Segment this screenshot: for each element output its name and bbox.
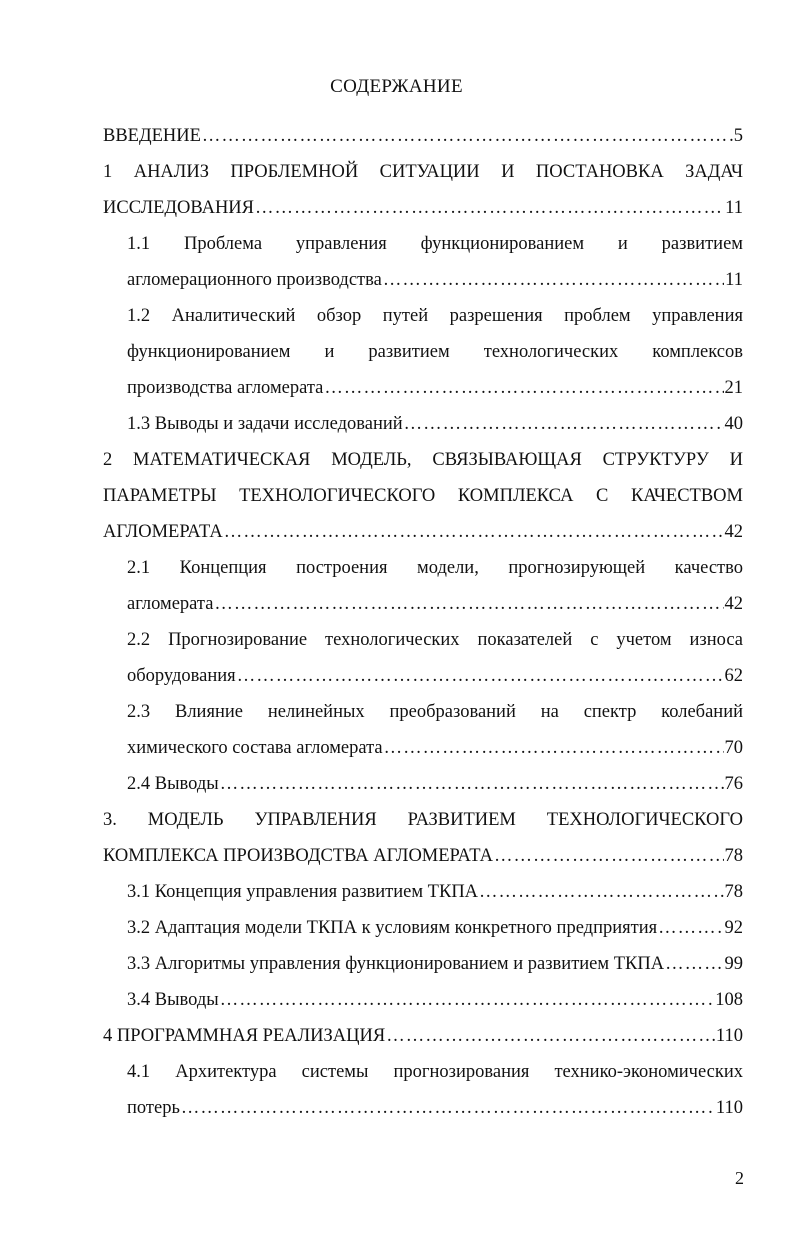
toc-entry-section-3-3[interactable] xyxy=(103,946,743,982)
toc-page-number: 42 xyxy=(724,594,743,614)
toc-entry-chapter-4[interactable] xyxy=(103,1018,743,1054)
dot-leader xyxy=(384,730,724,766)
toc-entry-title: 3.2 Адаптация модели ТКПА к условиям конкретного предприятия xyxy=(127,918,658,938)
dot-leader xyxy=(181,1090,715,1126)
dot-leader xyxy=(220,982,715,1018)
toc-entry-title: ВВЕДЕНИЕ xyxy=(103,126,201,146)
toc-entry-chapter-2[interactable] xyxy=(103,442,743,550)
toc-entry-title: 2.1 Концепция построения модели, прогнозирующей качество xyxy=(127,558,743,578)
toc-entry-title: 4.1 Архитектура системы прогнозирования технико-экономических xyxy=(127,1062,743,1082)
toc-entry-title: 2.3 Влияние нелинейных преобразований на спектр колебаний xyxy=(127,702,743,722)
toc-page-number: 21 xyxy=(724,378,743,398)
dot-leader xyxy=(237,658,724,694)
toc-entry-title-end: производства агломерата xyxy=(127,378,324,398)
toc-page-number: 5 xyxy=(733,126,743,146)
table-of-contents xyxy=(103,118,743,1126)
toc-page-number: 78 xyxy=(724,882,743,902)
toc-entry-title: 4 ПРОГРАММНАЯ РЕАЛИЗАЦИЯ xyxy=(103,1026,386,1046)
toc-entry-chapter-3[interactable] xyxy=(103,802,743,874)
page-title: СОДЕРЖАНИЕ xyxy=(330,76,463,97)
toc-entry-section-2-4[interactable] xyxy=(103,766,743,802)
toc-entry-title: 2 МАТЕМАТИЧЕСКАЯ МОДЕЛЬ, СВЯЗЫВАЮЩАЯ СТРУКТУРУ И ПАРАМЕТРЫ ТЕХНОЛОГИЧЕСКОГО КОМПЛЕКСА С КАЧЕСТВОМ xyxy=(103,450,743,506)
toc-entry-section-2-2[interactable] xyxy=(103,622,743,694)
toc-entry-title-end: потерь xyxy=(127,1098,180,1118)
dot-leader xyxy=(404,406,724,442)
toc-page-number: 40 xyxy=(724,414,743,434)
toc-page-number: 99 xyxy=(724,954,743,974)
dot-leader xyxy=(202,118,733,154)
dot-leader xyxy=(658,910,723,946)
toc-entry-title-end: АГЛОМЕРАТА xyxy=(103,522,223,542)
toc-page-number: 108 xyxy=(715,990,743,1010)
toc-page-number: 70 xyxy=(724,738,743,758)
toc-entry-section-3-1[interactable] xyxy=(103,874,743,910)
toc-entry-title-end: химического состава агломерата xyxy=(127,738,383,758)
toc-entry-title: 3.1 Концепция управления развитием ТКПА xyxy=(127,882,479,902)
dot-leader xyxy=(214,586,723,622)
toc-entry-section-1-1[interactable] xyxy=(103,226,743,298)
toc-entry-title: 1.1 Проблема управления функционированием и развитием xyxy=(127,234,743,254)
toc-entry-section-4-1[interactable] xyxy=(103,1054,743,1126)
toc-entry-chapter-1[interactable] xyxy=(103,154,743,226)
toc-entry-title: 1 АНАЛИЗ ПРОБЛЕМНОЙ СИТУАЦИИ И ПОСТАНОВКА ЗАДАЧ xyxy=(103,162,743,182)
toc-entry-section-1-2[interactable] xyxy=(103,298,743,406)
dot-leader xyxy=(494,838,724,874)
toc-page-number: 110 xyxy=(715,1098,743,1118)
dot-leader xyxy=(220,766,724,802)
toc-entry-title: 3.4 Выводы xyxy=(127,990,219,1010)
toc-entry-title: 2.4 Выводы xyxy=(127,774,219,794)
toc-page-number: 42 xyxy=(724,522,743,542)
toc-page-number: 92 xyxy=(724,918,743,938)
toc-entry-title: 3.3 Алгоритмы управления функционированием и развитием ТКПА xyxy=(127,954,665,974)
toc-entry-title: 3. МОДЕЛЬ УПРАВЛЕНИЯ РАЗВИТИЕМ ТЕХНОЛОГИЧЕСКОГО xyxy=(103,810,743,830)
toc-entry-title: 2.2 Прогнозирование технологических показателей с учетом износа xyxy=(127,630,743,650)
dot-leader xyxy=(324,370,723,406)
toc-entry-title-end: агломерационного производства xyxy=(127,270,382,290)
toc-entry-section-2-1[interactable] xyxy=(103,550,743,622)
toc-entry-title-end: КОМПЛЕКСА ПРОИЗВОДСТВА АГЛОМЕРАТА xyxy=(103,846,493,866)
toc-page-number: 11 xyxy=(725,270,743,290)
toc-page-number: 11 xyxy=(725,198,743,218)
toc-entry-section-3-4[interactable] xyxy=(103,982,743,1018)
toc-entry-title-end: агломерата xyxy=(127,594,214,614)
dot-leader xyxy=(386,1018,715,1054)
toc-entry-section-2-3[interactable] xyxy=(103,694,743,766)
toc-entry-section-1-3[interactable] xyxy=(103,406,743,442)
toc-page-number: 62 xyxy=(724,666,743,686)
dot-leader xyxy=(255,190,724,226)
toc-page-number: 76 xyxy=(724,774,743,794)
toc-entry-section-3-2[interactable] xyxy=(103,910,743,946)
toc-entry-title: 1.3 Выводы и задачи исследований xyxy=(127,414,403,434)
toc-entry-title: 1.2 Аналитический обзор путей разрешения проблем управления функционированием и развитием технологических комплексов xyxy=(127,306,743,362)
toc-entry-title-end: оборудования xyxy=(127,666,236,686)
toc-entry-title-end: ИССЛЕДОВАНИЯ xyxy=(103,198,254,218)
toc-page-number: 110 xyxy=(715,1026,743,1046)
dot-leader xyxy=(479,874,723,910)
page-number: 2 xyxy=(735,1168,744,1188)
toc-page-number: 78 xyxy=(724,846,743,866)
dot-leader xyxy=(224,514,724,550)
toc-entry-introduction[interactable] xyxy=(103,118,743,154)
dot-leader xyxy=(665,946,723,982)
dot-leader xyxy=(383,262,724,298)
